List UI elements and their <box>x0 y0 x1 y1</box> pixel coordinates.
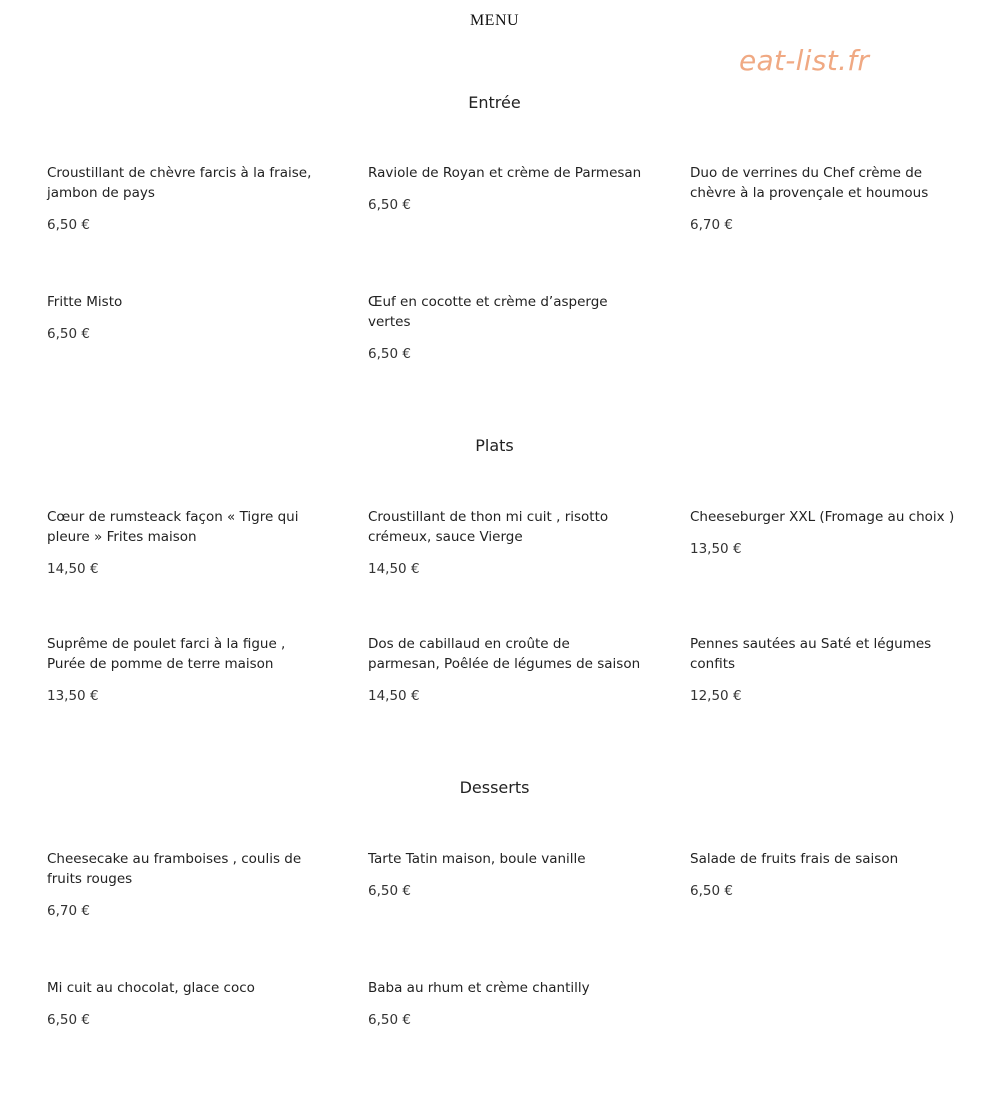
menu-item-name: Cheeseburger XXL (Fromage au choix ) <box>690 509 955 525</box>
menu-item <box>47 292 322 344</box>
menu-item <box>368 978 643 1030</box>
menu-item <box>690 849 965 901</box>
menu-item-price: 14,50 € <box>368 561 420 577</box>
menu-item-price: 6,50 € <box>47 326 90 342</box>
menu-item-price: 13,50 € <box>47 688 99 704</box>
menu-item-name: Croustillant de chèvre farcis à la fraise, jambon de pays <box>47 165 312 201</box>
menu-item-price: 6,50 € <box>690 883 733 899</box>
menu-item-price: 6,70 € <box>47 903 90 919</box>
menu-item-price: 14,50 € <box>47 561 99 577</box>
menu-item <box>368 292 643 364</box>
menu-item-name: Cœur de rumsteack façon « Tigre qui pleure » Frites maison <box>47 509 299 545</box>
menu-item <box>368 634 643 706</box>
menu-item <box>47 634 322 706</box>
menu-item-name: Raviole de Royan et crème de Parmesan <box>368 165 642 181</box>
menu-item-name: Fritte Misto <box>47 294 123 310</box>
section-title-desserts: Desserts <box>459 778 530 797</box>
menu-item <box>690 163 965 235</box>
menu-item-price: 6,50 € <box>368 346 411 362</box>
menu-item-price: 6,50 € <box>368 883 411 899</box>
section-title-entree: Entrée <box>468 93 521 112</box>
menu-item-name: Suprême de poulet farci à la figue , Purée de pomme de terre maison <box>47 636 286 672</box>
menu-item-name: Mi cuit au chocolat, glace coco <box>47 980 255 996</box>
menu-item-price: 13,50 € <box>690 541 742 557</box>
menu-item-name: Salade de fruits frais de saison <box>690 851 899 867</box>
menu-item <box>368 163 643 215</box>
menu-item-name: Cheesecake au framboises , coulis de fruits rouges <box>47 851 302 887</box>
menu-item-price: 12,50 € <box>690 688 742 704</box>
menu-item <box>47 849 322 921</box>
menu-item-price: 6,70 € <box>690 217 733 233</box>
menu-item-price: 6,50 € <box>368 1012 411 1028</box>
menu-item <box>690 507 965 559</box>
page-title: MENU <box>469 12 520 29</box>
menu-item-name: Baba au rhum et crème chantilly <box>368 980 590 996</box>
menu-item <box>368 849 643 901</box>
menu-item-price: 6,50 € <box>47 217 90 233</box>
section-title-plats: Plats <box>475 436 514 455</box>
menu-item-name: Dos de cabillaud en croûte de parmesan, Poêlée de légumes de saison <box>368 636 641 672</box>
menu-item <box>368 507 643 579</box>
menu-item <box>47 507 322 579</box>
menu-item-price: 6,50 € <box>368 197 411 213</box>
menu-item-price: 14,50 € <box>368 688 420 704</box>
menu-item-name: Tarte Tatin maison, boule vanille <box>368 851 586 867</box>
menu-item-name: Pennes sautées au Saté et légumes confits <box>690 636 932 672</box>
menu-item-name: Duo de verrines du Chef crème de chèvre à la provençale et houmous <box>690 165 929 201</box>
menu-item <box>47 978 322 1030</box>
menu-item-name: Croustillant de thon mi cuit , risotto crémeux, sauce Vierge <box>368 509 609 545</box>
menu-item <box>690 634 965 706</box>
menu-item <box>47 163 322 235</box>
menu-item-name: Œuf en cocotte et crème d’asperge vertes <box>368 294 608 330</box>
menu-item-price: 6,50 € <box>47 1012 90 1028</box>
watermark-logo: eat-list.fr <box>739 44 870 77</box>
